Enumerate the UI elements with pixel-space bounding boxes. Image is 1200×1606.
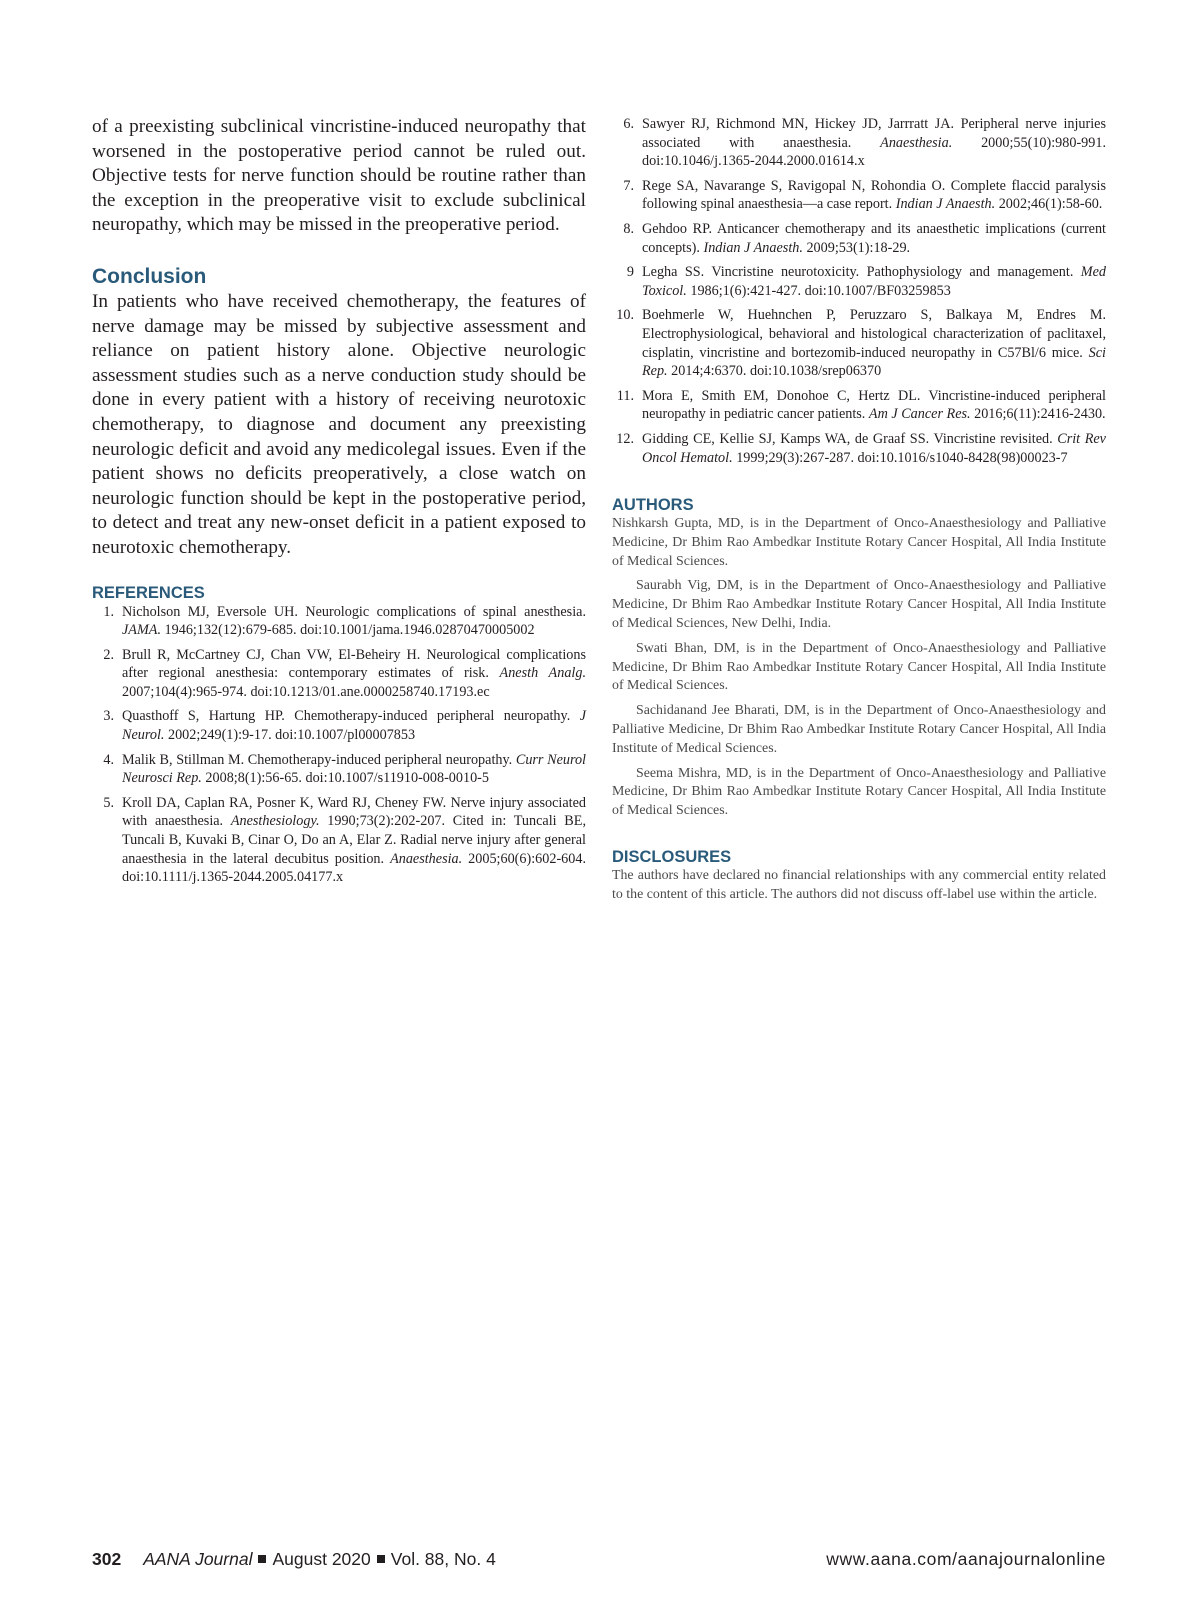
- reference-item: [92, 751, 586, 788]
- right-column: [612, 115, 1106, 905]
- reference-number: 2.: [103, 646, 114, 663]
- reference-authors-title: Sawyer RJ, Richmond MN, Hickey JD, Jarrratt JA. Peripheral nerve injuries associated with anaesthesia.: [642, 116, 1106, 151]
- reference-citation: 1986;1(6):421-427. doi:10.1007/BF03259853: [686, 282, 951, 299]
- reference-journal: Am J Cancer Res.: [868, 406, 971, 423]
- journal-url: www.aana.com/aanajournalonline: [826, 1549, 1106, 1569]
- reference-authors-title: Malik B, Stillman M. Chemotherapy-induced peripheral neuropathy.: [122, 751, 516, 768]
- reference-item: [612, 387, 1106, 424]
- reference-item: [612, 115, 1106, 171]
- reference-number: 3.: [103, 708, 114, 725]
- reference-authors-title: Brull R, McCartney CJ, Chan VW, El-Beheiry H. Neurological complications after regional anesthesia: contemporary estimates of risk.: [122, 646, 586, 682]
- reference-authors-title: Mora E, Smith EM, Donohoe C, Hertz DL. Vincristine-induced peripheral neuropathy in pediatric cancer patients.: [642, 387, 1106, 423]
- conclusion-paragraph: In patients who have received chemotherapy, the features of nerve damage may be missed by subjective assessment and reliance on patient history alone. Objective neurologic assessment studies such as a nerve conduction study should be done in every patient with a history of receiving neurotoxic chemotherapy, to diagnose and document any preexisting neurologic deficit and avoid any medicolegal issues. Even if the patient shows no deficits preoperatively, a close watch on neurologic function should be kept in the postoperative period, to detect and treat any new-onset deficit in a patient exposed to neurotoxic chemotherapy.: [92, 290, 586, 558]
- reference-journal: Anaesthesia.: [880, 134, 953, 151]
- reference-authors-title: Rege SA, Navarange S, Ravigopal N, Rohondia O. Complete flaccid paralysis following spinal anaesthesia—a case report.: [642, 177, 1106, 213]
- reference-citation: 2008;8(1):56-65. doi:10.1007/s11910-008-0010-5: [201, 770, 490, 787]
- reference-journal: Anesth Analg.: [499, 665, 586, 682]
- author-bio: Swati Bhan, DM, is in the Department of Onco-Anaesthesiology and Palliative Medicine, Dr Bhim Rao Ambedkar Institute Rotary Cancer Hospital, All India Institute of Medical Sciences.: [612, 640, 1106, 694]
- reference-citation: 2009;53(1):18-29.: [802, 239, 911, 256]
- reference-citation: 2016;6(11):2416-2430.: [970, 406, 1106, 423]
- volume-issue: Vol. 88, No. 4: [390, 1549, 496, 1569]
- reference-number: 10.: [616, 307, 634, 324]
- bullet-square-icon: [258, 1555, 266, 1563]
- reference-authors-title: Quasthoff S, Hartung HP. Chemotherapy-induced peripheral neuropathy.: [122, 708, 580, 725]
- reference-citation: 1990;73(2):202-207. Cited in: Tuncali BE, Tuncali B, Kuvaki B, Cinar O, Do an A, Elar Z. Radial nerve injury after general anaesthesia in the lateral decubitus position.: [122, 813, 586, 867]
- reference-item: [92, 646, 586, 702]
- reference-item: [92, 707, 586, 744]
- reference-citation: 2014;4:6370. doi:10.1038/srep06370: [667, 363, 882, 380]
- reference-authors-title: Gidding CE, Kellie SJ, Kamps WA, de Graaf SS. Vincristine revisited.: [642, 430, 1058, 447]
- reference-number: 9: [626, 264, 634, 281]
- reference-journal: Curr Neurol Neurosci Rep.: [122, 751, 586, 787]
- reference-number: 8.: [623, 220, 634, 237]
- reference-list-right: [612, 115, 1106, 467]
- reference-number: 11.: [616, 387, 634, 404]
- reference-authors-title: Kroll DA, Caplan RA, Posner K, Ward RJ, Cheney FW. Nerve injury associated with anaesthesia.: [122, 794, 586, 830]
- reference-item: [92, 603, 586, 640]
- references-heading: REFERENCES: [92, 583, 205, 602]
- reference-citation: 1999;29(3):267-287. doi:10.1016/s1040-8428(98)00023-7: [732, 449, 1068, 466]
- reference-number: 4.: [103, 751, 114, 768]
- reference-citation: 2002;46(1):58-60.: [995, 196, 1103, 213]
- page-number: 302: [92, 1549, 122, 1569]
- reference-journal: Indian J Anaesth.: [895, 196, 996, 213]
- reference-journal: Indian J Anaesth.: [703, 239, 803, 256]
- reference-item: [612, 263, 1106, 300]
- author-bio: Nishkarsh Gupta, MD, is in the Department of Onco-Anaesthesiology and Palliative Medicine, Dr Bhim Rao Ambedkar Institute Rotary Cancer Hospital, All India Institute of Medical Sciences.: [612, 516, 1106, 569]
- reference-journal: Anaesthesia.: [390, 850, 463, 867]
- author-bio: Sachidanand Jee Bharati, DM, is in the Department of Onco-Anaesthesiology and Palliative Medicine, Dr Bhim Rao Ambedkar Institute Rotary Cancer Hospital, All India Institute of Medical Sciences.: [612, 703, 1106, 756]
- reference-number: 1.: [103, 603, 114, 620]
- reference-citation: 2000;55(10):980-991. doi:10.1046/j.1365-2044.2000.01614.x: [642, 134, 1107, 170]
- bullet-square-icon: [377, 1555, 385, 1563]
- disclosures-text: The authors have declared no financial relationships with any commercial entity related to the content of this article. The authors did not discuss off-label use within the article.: [612, 868, 1106, 902]
- reference-journal: Anesthesiology.: [230, 813, 320, 830]
- reference-item: [612, 220, 1106, 257]
- reference-number: 5.: [103, 794, 114, 811]
- conclusion-heading: Conclusion: [92, 264, 207, 288]
- reference-citation: 1946;132(12):679-685. doi:10.1001/jama.1946.02870470005002: [161, 622, 535, 639]
- reference-authors-title: Gehdoo RP. Anticancer chemotherapy and its anaesthetic implications (current concepts).: [642, 220, 1106, 256]
- intro-paragraph: of a preexisting subclinical vincristine-induced neuropathy that worsened in the postoperative period cannot be ruled out. Objective tests for nerve function should be routine rather than the exception in the preoperative visit to exclude subclinical neuropathy, which may be missed in the preoperative period.: [92, 116, 586, 236]
- reference-citation: 2002;249(1):9-17. doi:10.1007/pl00007853: [164, 727, 416, 744]
- reference-journal: J Neurol.: [122, 708, 586, 744]
- reference-citation: 2005;60(6):602-604. doi:10.1111/j.1365-2044.2005.04177.x: [122, 850, 586, 886]
- reference-item: [92, 794, 586, 887]
- reference-journal: Sci Rep.: [642, 344, 1106, 380]
- reference-item: [612, 430, 1106, 467]
- reference-item: [612, 177, 1106, 214]
- author-bio: Seema Mishra, MD, is in the Department of Onco-Anaesthesiology and Palliative Medicine, Dr Bhim Rao Ambedkar Institute Rotary Cancer Hospital, All India Institute of Medical Sciences.: [612, 765, 1106, 819]
- reference-journal: JAMA.: [122, 622, 161, 639]
- reference-authors-title: Legha SS. Vincristine neurotoxicity. Pathophysiology and management.: [642, 264, 1081, 281]
- author-bio: Saurabh Vig, DM, is in the Department of Onco-Anaesthesiology and Palliative Medicine, Dr Bhim Rao Ambedkar Institute Rotary Cancer Hospital, All India Institute of Medical Sciences, New Delhi, India.: [612, 578, 1106, 632]
- reference-authors-title: Nicholson MJ, Eversole UH. Neurologic complications of spinal anesthesia.: [122, 603, 586, 620]
- reference-list-left: [92, 603, 586, 887]
- page-footer: [92, 1549, 1106, 1573]
- journal-name: AANA Journal: [143, 1549, 253, 1569]
- issue-date: August 2020: [272, 1549, 371, 1569]
- reference-citation: 2007;104(4):965-974. doi:10.1213/01.ane.0000258740.17193.ec: [122, 683, 490, 700]
- reference-item: [612, 306, 1106, 380]
- authors-heading: AUTHORS: [612, 496, 694, 515]
- reference-number: 6.: [623, 116, 634, 132]
- reference-journal: Med Toxicol.: [642, 264, 1106, 299]
- left-column: [92, 115, 586, 893]
- reference-journal: Crit Rev Oncol Hematol.: [642, 430, 1106, 466]
- reference-number: 7.: [623, 177, 634, 194]
- disclosures-heading: DISCLOSURES: [612, 848, 732, 867]
- reference-authors-title: Boehmerle W, Huehnchen P, Peruzzaro S, Balkaya M, Endres M. Electrophysiological, behavioral and histological characterization of paclitaxel, cisplatin, vincristine and bortezomib-induced neuropathy in C57Bl/6 mice.: [642, 307, 1106, 361]
- reference-number: 12.: [616, 430, 634, 447]
